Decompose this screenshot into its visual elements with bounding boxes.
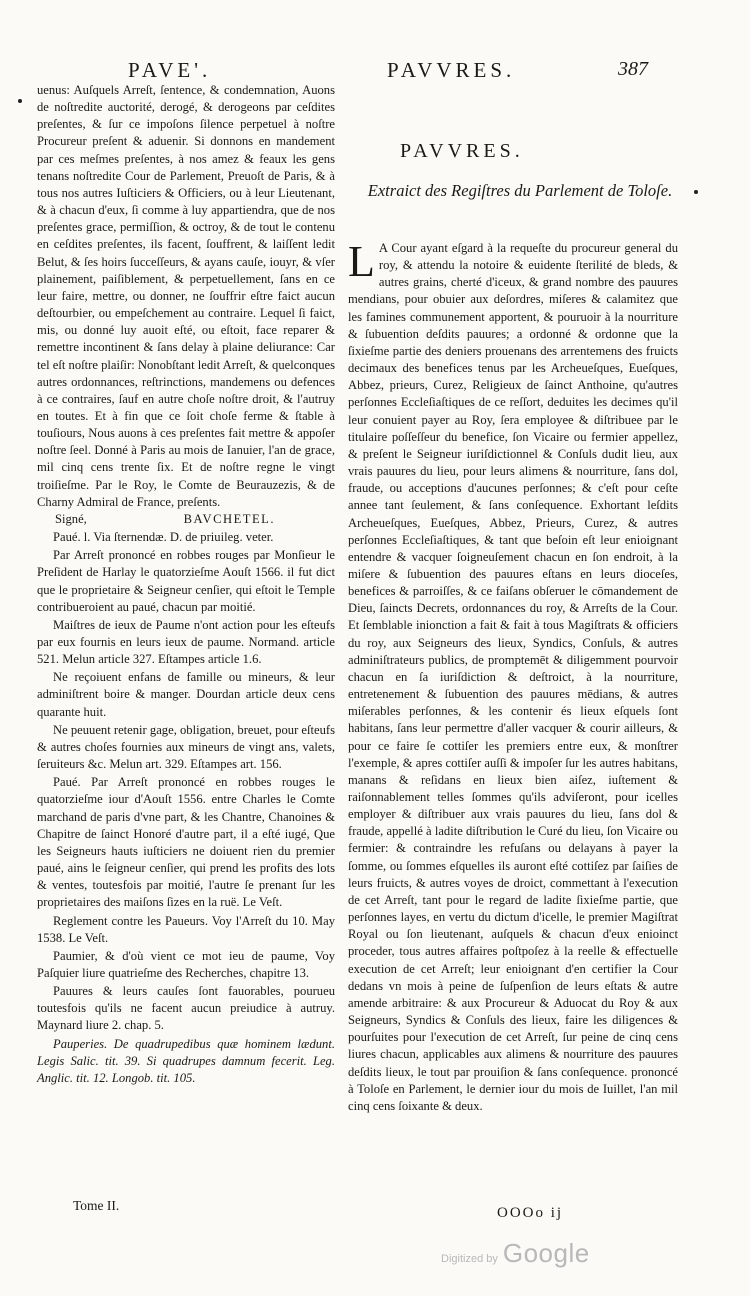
entry-paragraph: Paué. Par Arreſt prononcé en robbes rouges le quatorzieſme iour d'Aouſt 1556. entre Charles le Comte marchand de paris d'vne part, & les Chantre, Chanoines & Chapitre de ſainct Honoré d'autre part, il a eſté iugé, Que les Seigneurs hauts iuſticiers ne doiuent rien du premier paué, ains le ſeigneur cenſier, qui prend les profits des lots & ventes, toutesfois par moitié, l'autre ſe prenant ſur les proprietaires des maiſons ſizes en la ruë. Le Veſt. [37,775,335,910]
signatory-name: BAVCHETEL. [183,511,275,526]
reference-line: Paué. l. Via ſternendæ. D. de priuileg. veter. [53,530,274,545]
entry-paragraph: Maiſtres de ieux de Paume n'ont action pour les eſteufs par eux fournis en leurs ieux de paume. Normand. article 521. Melun article 327. Eſtampes article 1.6. [37,617,335,667]
watermark-prefix: Digitized by [441,1253,498,1265]
section-subtitle: Extraict des Regiſtres du Parlement de Toloſe. [367,181,673,200]
page-number: 387 [618,58,648,80]
entry-paragraph: Paumier, & d'où vient ce mot ieu de paume, Voy Paſquier liure quatrieſme des Recherches, chapitre 13. [37,948,335,980]
margin-bullet-icon [18,99,22,103]
drop-cap: L [348,237,375,286]
entry-paragraph: Ne peuuent retenir gage, obligation, breuet, pour eſteufs & autres choſes fournies aux mineurs de vingt ans, valets, ſeruiteurs &c. Melun art. 329. Eſtampes art. 156. [37,722,335,772]
right-running-head: PAVVRES. [387,58,516,82]
digitized-watermark [441,1238,590,1269]
left-running-head: PAVE'. [128,58,212,82]
section-title: PAVVRES. [400,140,524,162]
signature-row [37,511,335,528]
google-logo: Google [502,1238,590,1268]
decree-body: A Cour ayant eſgard à la requeſte du procureur general du roy, & attendu la notoire & euidente ſterilité de bleds, & autres grains, cherté d'iceux, & grand nombre des pauures mendians, pour obuier aux deſordres, miſeres & calamitez que les famines communement apportent, & pouruoir à la nourriture & ſubuention deſdits pauures; a ordonné & ordonne que la ſixieſme partie des deniers prouenans des arrentemens des fruicts decimaux des benefices tenus par les Archeueſques, Eueſques, Abbez, prieurs, Curez, Religieux de ſainct Anthoine, qu'autres perſonnes Eccleſiaſtiques de ce reſſort, deduites les decimes qu'il leur conuient payer au Roy, ſera employee & diſtribuee par le titulaire poſſeſſeur du benefice, ſon Vicaire ou fermier appellez, & preſent le Seigneur iuriſdictionnel & Conſuls dudit lieu, aux vrais pauures du lieu, pour leurs alimens & nourriture, ſans dol, fraude, ou acceptions d'aucunes perſonnes; & c'eſt pour ceſte annee tant ſeulement, & ſans conſequence. Exhortant leſdits Archeueſques, Eueſques, Abbez, Prieurs, Curez, & autres perſonnes Eccleſiaſtiques, & tant que beſoin eſt leur enioignant entendre & vacquer ſoigneuſement chacun en ſon endroit, à la miſere & ſubuention des pauures eſtans en leurs dioceſes, benefices & parroiſſes, & ce faiſans obſeruer le cōmandement de Dieu, ſaincts Decrets, ordonnances du roy, & Arreſts de la Cour. Et ſemblable inionction a fait & fait à tous Magiſtrats & officiers du roy, aux Seigneurs des lieux, Syndics, Conſuls, & autres adminiſtrateurs publics, de promptemēt & diligemment pourvoir chacun en ſa iuriſdiction & deſtroict, à la nourriture, entretenement & ſubuention des pauures mēdians, & autres miſerables perſonnes, & les contenir és lieux eſquels ſont habitans, ſans leur permettre d'aller vacquer & courir ailleurs, & pour ce faire ſe cottiſer les premiers entre eux, & monſtrer l'exemple, & apres cottiſer auſſi & impoſer ſur les autres habitans, manans & reſidans en lieux bien aiſez, iuſtement & raiſonnablement telles ſommes qu'ils adviſeront, pour icelles employer & diſtribuer aux vrais pauures du lieu, ſans dol & fraude, appellé à ladite diſtribution le Curé du lieu, ſon Vicaire ou fermier: & contraindre les refuſans ou delayans à payer la ſomme, ou ſommes eſquelles ils auront eſté cottiſez par ſaiſies de leurs fruicts, & autres voyes de droict, commettant à l'execution de cet Arreſt, tant pour le regard de ladite ſixieſme partie, que perſonnes layes, en vertu du dictum d'icelle, le premier Magiſtrat Royal ou ſon lieutenant, auſquels & chacun d'eux enioinct proceder, tous autres affaires poſtpoſez à la reelle & effectuelle execution de cet Arreſt; leur enioignant d'en certifier la Cour dedans vn mois à peine de ſuſpenſion de leurs eſtats & autre amende arbitraire: & aux Procureur & Aduocat du Roy & aux Seigneurs, Syndics & Conſuls des lieux, faire les diligences & pourſuites pour l'execution de cet Arreſt, ſur peine de cinq cens liures chacun, applicables aux alimens & nourriture des pauures deſdits lieux, le tout par prouiſion & ſans conſequence. prononcé à Toloſe en Parlement, le dernier iour du mois de Iuillet, l'an mil cinq cens ſoixante & deux. [348,241,678,1113]
margin-bullet-icon [694,190,698,194]
entry-paragraph: Ne reçoiuent enfans de famille ou mineurs, & leur adminiſtrent boire & manger. Dourdan article deux cens quarante huit. [37,670,335,719]
signature-mark: OOOo ij [497,1205,564,1221]
right-column [348,237,678,1115]
royal-letters-paragraph: uenus: Auſquels Arreſt, ſentence, & condemnation, Auons de noſtredite auctorité, derogé, & derogeons par ceſdites preſentes, & ſur ce impoſons ſilence perpetuel à noſtre Procureur preſent & aduenir. Si donnons en mandement par ces meſmes preſentes, à nos amez & feaux les gens tenans noſtredite Cour de Parlement, Preuoſt de Paris, & à tous nos autres Iuſticiers & Officiers, ou à leur Lieutenant, & à chacun d'eux, ſi comme à luy appartiendra, que de nos preſentes grace, permiſſion, & octroy, & de tout le contenu en ceſdites preſentes, ils facent, ſouffrent, & laiſſent ledit Belut, & ſes hoirs ſucceſſeurs, & ayans cauſe, iouyr, & vſer plainement, paiſiblement, & perpetuellement, ſans en ce leur faire, mettre, ou donner, ne ſouffrir eſtre faict aucun deſtourbier, ou empeſchement au contraire. Lequel ſi faict, mis, ou donné luy auoit eſté, ou eſtoit, face reparer & remettre incontinent & ſans delay à plaine deliurance: Car tel eſt noſtre plaiſir: Nonobſtant ledit Arreſt, & quelconques autres ordonnances, reſtrinctions, mandemens ou defences à ce contraires, ſauf en autre choſe noſtre droit, & l'autruy en toutes. Et à fin que ce ſoit choſe ferme & ſtable à touſiours, Nous auons à ces preſentes fait mettre & appoſer noſtre ſeel. Donné à Paris au mois de Ianuier, l'an de grace, mil cinq cens trente ſix. Et de noſtre regne le vingt troiſieſme. Par le Roy, le Comte de Beurauzezis, & de Charny Admiral de France, preſents. [37,83,335,509]
entry-paragraph: Reglement contre les Paueurs. Voy l'Arreſt du 10. May 1538. Le Veſt. [37,913,335,945]
signature-label: Signé, [55,511,87,526]
entry-paragraph: Pauperies. De quadrupedibus quæ hominem lædunt. Legis Salic. tit. 39. Si quadrupes damnum fecerit. Leg. Anglic. tit. 12. Longob. tit. 105. [37,1036,335,1085]
left-column [37,82,335,1087]
entry-paragraph: Par Arreſt prononcé en robbes rouges par Monſieur le Preſident de Harlay le quatorzieſme Aouſt 1566. il fut dict que le proprietaire & Seigneur cenſier, qui eſtoit le Temple contribueroient au paué, chacun par moitié. [37,548,335,614]
tome-label: Tome II. [73,1198,120,1213]
entry-paragraph: Pauures & leurs cauſes ſont fauorables, pourueu toutesfois qu'ils ne facent aucun preiudice à autruy. Maynard liure 2. chap. 5. [37,984,335,1033]
